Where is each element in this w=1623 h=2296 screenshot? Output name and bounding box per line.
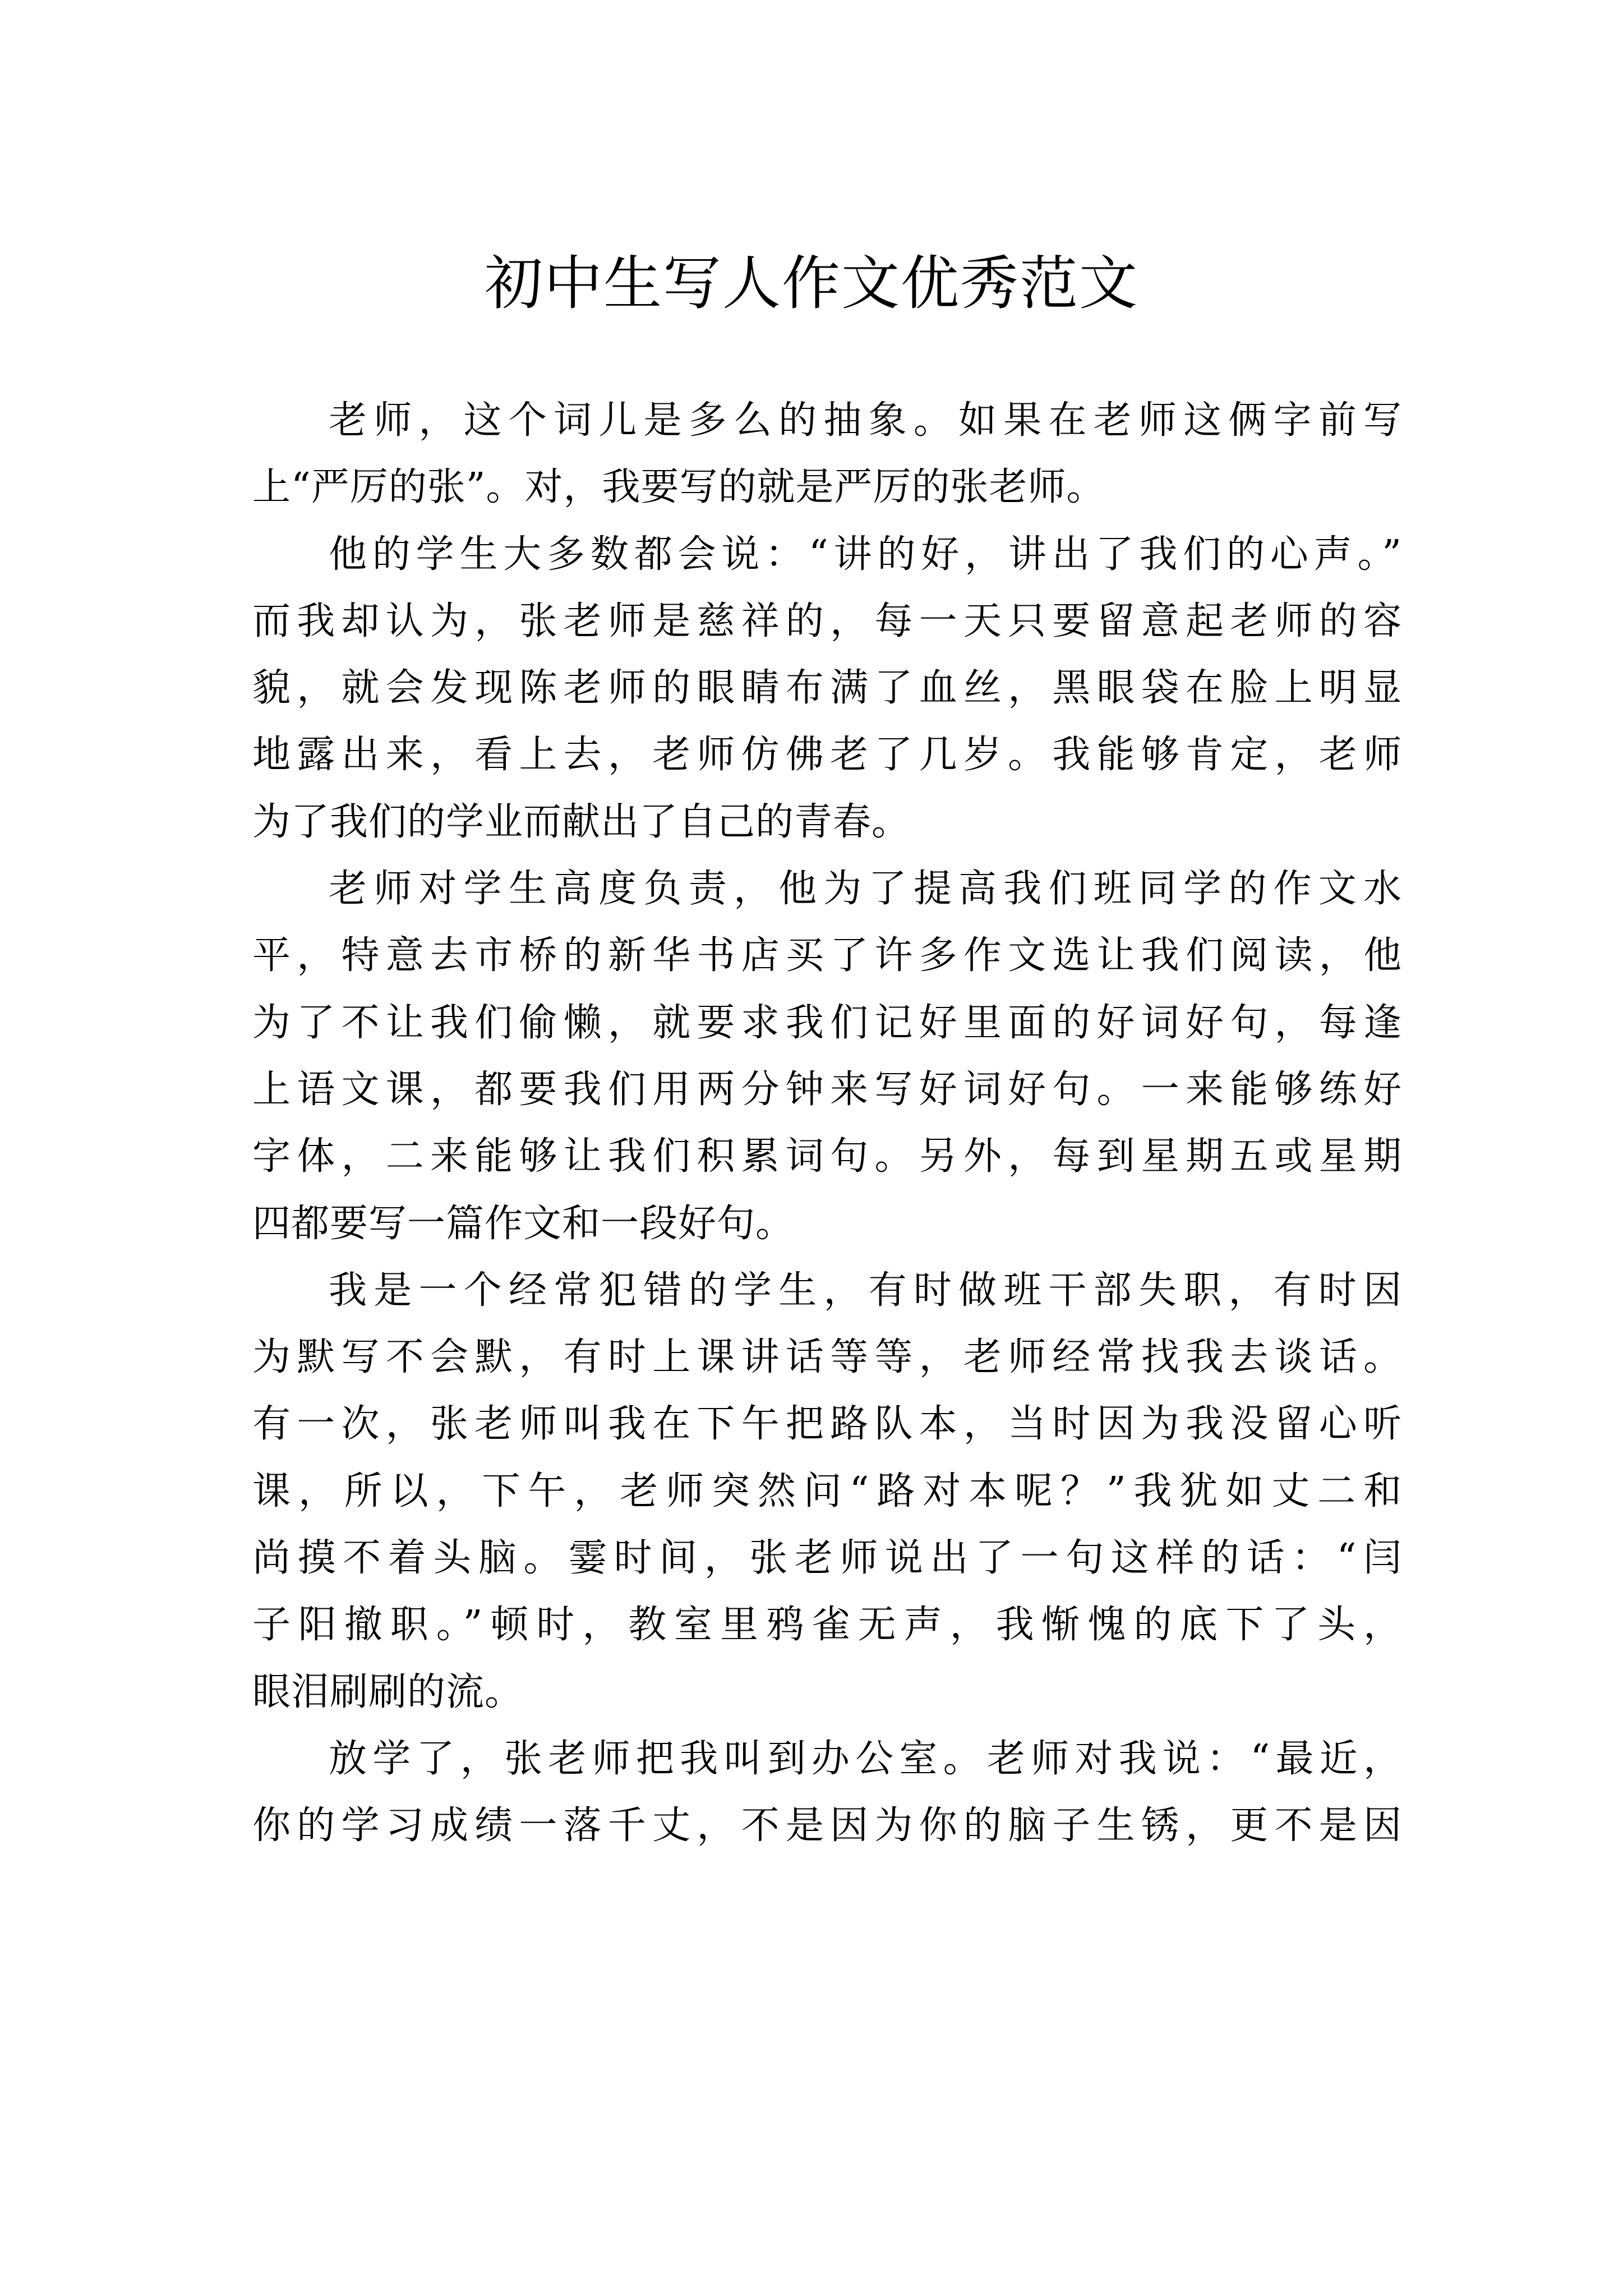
paragraph-3-line-3: 为了不让我们偷懒，就要求我们记好里面的好词好句，每逢 [252, 1000, 1402, 1045]
paragraph-2-line-4: 地露出来，看上去，老师仿佛老了几岁。我能够肯定，老师 [252, 733, 1402, 777]
paragraph-4-line-1: 我是一个经常犯错的学生，有时做班干部失职，有时因 [329, 1268, 1402, 1313]
paragraph-3-line-6: 四都要写一篇作文和一段好句。 [252, 1201, 795, 1246]
paragraph-3-line-5: 字体，二来能够让我们积累词句。另外，每到星期五或星期 [252, 1134, 1402, 1179]
paragraph-4-line-3: 有一次，张老师叫我在下午把路队本，当时因为我没留心听 [252, 1402, 1402, 1447]
paragraph-1-line-1: 老师，这个词儿是多么的抽象。如果在老师这俩字前写 [329, 398, 1402, 443]
paragraph-5-line-2: 你的学习成绩一落千丈，不是因为你的脑子生锈，更不是因 [252, 1803, 1402, 1848]
paragraph-4-line-4: 课，所以，下午，老师突然问“路对本呢？”我犹如丈二和 [252, 1469, 1402, 1513]
paragraph-4-line-6: 子阳撤职。”顿时，教室里鸦雀无声，我惭愧的底下了头， [252, 1603, 1402, 1648]
paragraph-2-line-5: 为了我们的学业而献出了自己的青春。 [252, 799, 911, 844]
paragraph-4-line-5: 尚摸不着头脑。霎时间，张老师说出了一句这样的话：“闫 [252, 1536, 1402, 1581]
document-title: 初中生写人作文优秀范文 [484, 249, 1138, 318]
paragraph-2-line-3: 貌，就会发现陈老师的眼睛布满了血丝，黑眼袋在脸上明显 [252, 666, 1402, 711]
paragraph-3-line-4: 上语文课，都要我们用两分钟来写好词好句。一来能够练好 [252, 1067, 1402, 1112]
paragraph-3-line-2: 平，特意去市桥的新华书店买了许多作文选让我们阅读，他 [252, 933, 1402, 978]
paragraph-4-line-2: 为默写不会默，有时上课讲话等等，老师经常找我去谈话。 [252, 1335, 1402, 1380]
paragraph-2-line-2: 而我却认为，张老师是慈祥的，每一天只要留意起老师的容 [252, 599, 1402, 643]
paragraph-3-line-1: 老师对学生高度负责，他为了提高我们班同学的作文水 [329, 867, 1402, 912]
paragraph-1-line-2: 上“严厉的张”。对，我要写的就是严厉的张老师。 [252, 465, 1105, 510]
paragraph-2-line-1: 他的学生大多数都会说：“讲的好，讲出了我们的心声。” [329, 532, 1402, 577]
paragraph-4-line-7: 眼泪刷刷的流。 [252, 1669, 524, 1714]
document-body [252, 387, 1402, 1860]
paragraph-5-line-1: 放学了，张老师把我叫到办公室。老师对我说：“最近， [329, 1736, 1402, 1781]
